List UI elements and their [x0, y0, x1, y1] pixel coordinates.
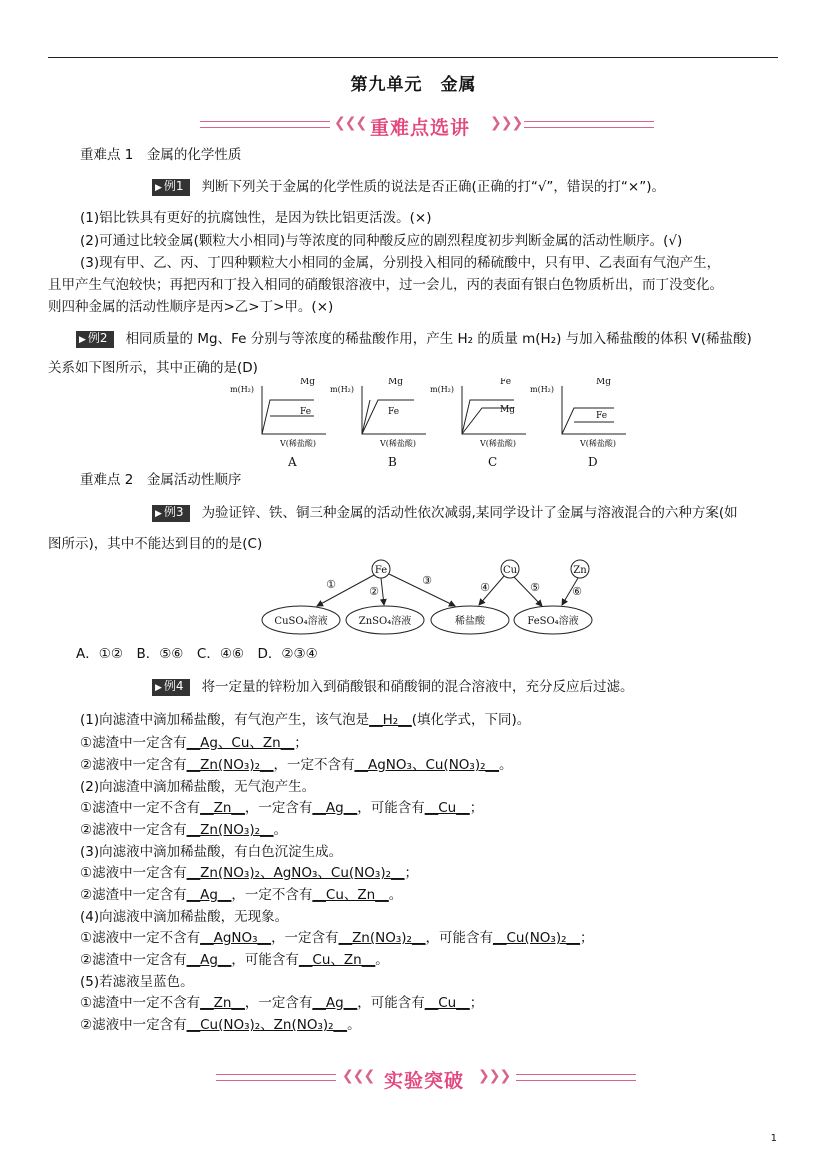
line-text: ②滤渣中一定含有: [80, 952, 187, 968]
key-point-1-heading: 重难点 1 金属的化学性质: [80, 147, 242, 163]
metal-solution-diagram: [255, 557, 605, 637]
example-4-line: [80, 950, 389, 970]
line-text: 。: [499, 757, 513, 773]
answer-blank: __H₂__: [369, 712, 412, 728]
line-text: (3)向滤液中滴加稀盐酸，有白色沉淀生成。: [80, 844, 343, 860]
example-badge: ▶ 例2: [76, 331, 114, 348]
section-banner-experiments: [216, 1066, 636, 1090]
example-4-line: [80, 820, 287, 840]
graph-x-label: V(稀盐酸): [280, 439, 317, 448]
answer-blank: __Cu__: [424, 800, 470, 816]
answer-blank: __AgNO₃、Cu(NO₃)₂__: [354, 757, 500, 773]
play-icon: ▶: [155, 509, 162, 519]
solution-label: 稀盐酸: [455, 616, 485, 627]
graph-panel-letter: C: [488, 455, 498, 469]
series-line-top: [362, 400, 414, 434]
series-label-bottom: Fe: [596, 411, 608, 421]
chevron-right-icon: ❯❯❯: [490, 115, 523, 131]
answer-blank: __Ag__: [186, 887, 232, 903]
key-point-2-heading: 重难点 2 金属活动性顺序: [80, 472, 242, 488]
line-text: ，一定不含有: [231, 887, 313, 903]
graph-y-label: m(H₂): [530, 385, 555, 394]
graph-panel-letter: A: [288, 455, 297, 469]
answer-blank: __Zn(NO₃)₂__: [186, 822, 274, 838]
line-text: ②滤液中一定含有: [80, 757, 187, 773]
section-banner-key-points: [200, 113, 654, 137]
series-label-bottom: Fe: [300, 407, 312, 417]
example-badge: ▶ 例1: [152, 179, 190, 196]
example-1-line: 且甲产生气泡较快；再把丙和丁投入相同的硝酸银溶液中，过一会儿，丙的表面有银白色物质析出，而丁没变化。: [48, 277, 723, 293]
line-text: 。: [375, 952, 389, 968]
example-4-line: [80, 993, 483, 1013]
play-icon: ▶: [79, 335, 86, 345]
example-1-line: 则四种金属的活动性顺序是丙>乙>丁>甲。(×): [48, 299, 334, 315]
answer-blank: __Ag__: [312, 800, 358, 816]
line-text: ，一定含有: [244, 995, 313, 1011]
chevron-left-icon: ❮❮❮: [334, 115, 367, 131]
answer-blank: __Zn__: [200, 995, 245, 1011]
graph-x-label: V(稀盐酸): [380, 439, 417, 448]
line-text: 。: [347, 1017, 361, 1033]
answer-blank: __Zn(NO₃)₂、AgNO₃、Cu(NO₃)₂__: [186, 865, 405, 881]
answer-blank: __Cu(NO₃)₂__: [492, 930, 581, 946]
graph-x-label: V(稀盐酸): [580, 439, 617, 448]
line-text: ，可能含有: [357, 800, 425, 816]
banner-label: 实验突破: [384, 1070, 465, 1092]
play-icon: ▶: [155, 183, 162, 193]
series-label-top: Mg: [300, 378, 315, 387]
line-text: ①滤液中一定不含有: [80, 930, 201, 946]
graph-y-label: m(H₂): [230, 385, 255, 394]
arrow-number: ①: [326, 578, 336, 591]
banner-label: 重难点选讲: [370, 117, 471, 139]
line-text: ②滤液中一定含有: [80, 1017, 187, 1033]
series-label-bottom: Fe: [388, 407, 400, 417]
example-4-line: [80, 863, 418, 883]
example-1-prompt: ▶ 例1 判断下列关于金属的化学性质的说法是否正确(正确的打“√”，错误的打“×”)。: [152, 177, 665, 197]
answer-blank: __Zn(NO₃)₂__: [186, 757, 274, 773]
line-text: (5)若滤液呈蓝色。: [80, 974, 194, 990]
example-1-line: (2)可通过比较金属(颗粒大小相同)与等浓度的同种酸反应的剧烈程度初步判断金属的活动性顺序。(√): [80, 233, 683, 249]
line-text: ①滤渣中一定含有: [80, 735, 187, 751]
example-4-prompt: ▶ 例4 将一定量的锌粉加入到硝酸银和硝酸铜的混合溶液中，充分反应后过滤。: [152, 677, 634, 697]
line-text: ；: [404, 865, 419, 881]
line-text: ，一定不含有: [273, 757, 355, 773]
example-badge: ▶ 例4: [152, 679, 190, 696]
example-4-line: [80, 842, 342, 862]
metal-label: Cu: [502, 565, 518, 576]
example-2-prompt: ▶ 例2 相同质量的 Mg、Fe 分别与等浓度的稀盐酸作用，产生 H₂ 的质量 m(H₂) 与加入稀盐酸的体积 V(稀盐酸): [76, 329, 752, 349]
answer-blank: __Cu、Zn__: [312, 887, 389, 903]
arrow-number: ③: [422, 574, 432, 587]
line-text: ，可能含有: [425, 930, 493, 946]
series-label-top: Fe: [500, 378, 512, 387]
example-1-line: (1)铝比铁具有更好的抗腐蚀性，是因为铁比铝更活泼。(×): [80, 210, 432, 226]
solution-label: CuSO₄溶液: [274, 616, 328, 627]
example-4-line: [80, 928, 594, 948]
line-text: (2)向滤渣中滴加稀盐酸，无气泡产生。: [80, 779, 316, 795]
example-2-line: 关系如下图所示，其中正确的是(D): [48, 360, 258, 376]
graph-axes: [262, 386, 326, 434]
line-text: ；: [294, 735, 308, 751]
answer-blank: __Zn(NO₃)₂__: [338, 930, 426, 946]
line-text: ①滤渣中一定不含有: [80, 800, 201, 816]
example-1-line: (3)现有甲、乙、丙、丁四种颗粒大小相同的金属，分别投入相同的稀硫酸中，只有甲、乙表面有气泡产生，: [80, 255, 721, 271]
example-badge: ▶ 例3: [152, 505, 190, 522]
example-4-line: [80, 907, 288, 927]
solution-label: ZnSO₄溶液: [358, 616, 412, 627]
arrow-2: [381, 578, 384, 605]
line-text: ①滤渣中一定不含有: [80, 995, 201, 1011]
line-text: 。: [388, 887, 403, 903]
metal-label: Zn: [573, 565, 587, 576]
line-text: ①滤液中一定含有: [80, 865, 187, 881]
solution-label: FeSO₄溶液: [527, 616, 579, 627]
answer-blank: __Cu__: [424, 995, 470, 1011]
graph-axes: [562, 386, 626, 434]
example-4-line: [80, 733, 308, 753]
graph-panel-a: [230, 378, 326, 469]
example-4-line: [80, 777, 315, 797]
answer-blank: __Cu(NO₃)₂、Zn(NO₃)₂__: [186, 1017, 348, 1033]
line-text: ②滤渣中一定含有: [80, 887, 187, 903]
line-text: ，一定含有: [271, 930, 339, 946]
example-4-line: [80, 710, 530, 730]
metal-label: Fe: [374, 565, 388, 576]
answer-blank: __Ag__: [186, 952, 232, 968]
header-rule: [48, 57, 778, 58]
example-4-line: [80, 755, 513, 775]
line-text: ②滤液中一定含有: [80, 822, 187, 838]
graph-panel-b: [330, 378, 426, 469]
answer-blank: __Cu、Zn__: [298, 952, 376, 968]
line-text: ，可能含有: [357, 995, 425, 1011]
example-4-line: [80, 1015, 361, 1035]
answer-blank: __Ag、Cu、Zn__: [186, 735, 295, 751]
example-4-line: [80, 972, 194, 992]
line-text: ；: [469, 800, 484, 816]
answer-blank: __AgNO₃__: [200, 930, 272, 946]
arrow-number: ⑥: [572, 585, 582, 598]
line-text: (1)向滤渣中滴加稀盐酸，有气泡产生，该气泡是: [80, 712, 370, 728]
line-text: ；: [469, 995, 484, 1011]
example-4-line: [80, 798, 483, 818]
example-4-line: [80, 885, 402, 905]
series-line-top: [262, 400, 314, 434]
page-title: 第九单元 金属: [350, 75, 477, 95]
graph-panel-letter: D: [588, 455, 598, 469]
series-line-bottom: [362, 400, 370, 434]
graph-panel-d: [530, 378, 626, 469]
series-label-bottom: Mg: [500, 405, 515, 415]
hydrogen-graphs-figure: [225, 378, 635, 473]
line-text: ，一定含有: [244, 800, 313, 816]
example-3-line: 图所示)，其中不能达到目的的是(C): [48, 536, 263, 552]
arrow-number: ⑤: [530, 581, 540, 594]
graph-y-label: m(H₂): [330, 385, 355, 394]
graph-axes: [462, 386, 526, 434]
example-3-prompt: ▶ 例3 为验证锌、铁、铜三种金属的活动性依次减弱,某同学设计了金属与溶液混合的六种方案(如: [152, 503, 738, 523]
line-text: (填化学式，下同)。: [411, 712, 531, 728]
graph-y-label: m(H₂): [430, 385, 455, 394]
graph-panel-letter: B: [388, 455, 397, 469]
line-text: (4)向滤液中滴加稀盐酸，无现象。: [80, 909, 289, 925]
example-3-options: A．①② B．⑤⑥ C．④⑥ D．②③④: [76, 646, 318, 662]
line-text: 。: [273, 822, 287, 838]
play-icon: ▶: [155, 683, 162, 693]
line-text: ；: [580, 930, 594, 946]
chevron-right-icon: ❯❯❯: [478, 1068, 511, 1084]
graph-panel-c: [430, 378, 526, 469]
answer-blank: __Zn__: [200, 800, 245, 816]
page-number: 1: [770, 1133, 777, 1144]
answer-blank: __Ag__: [312, 995, 358, 1011]
arrow-number: ④: [480, 581, 490, 594]
series-label-top: Mg: [388, 378, 403, 387]
graph-x-label: V(稀盐酸): [480, 439, 517, 448]
chevron-left-icon: ❮❮❮: [342, 1068, 375, 1084]
arrow-number: ②: [369, 585, 379, 598]
series-label-top: Mg: [596, 378, 611, 387]
line-text: ，可能含有: [231, 952, 299, 968]
